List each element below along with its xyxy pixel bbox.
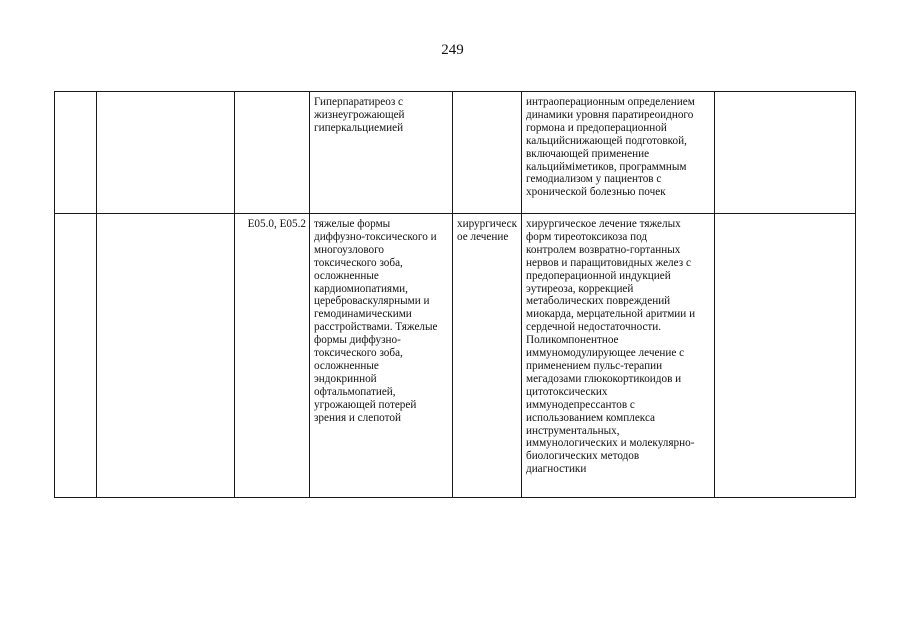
group-cell — [97, 92, 235, 214]
row-number-cell — [55, 92, 97, 214]
page-number: 249 — [441, 42, 464, 58]
patient-model-cell — [310, 92, 453, 214]
icd-code: E05.0, E05.2 — [247, 218, 306, 230]
treatment-type-text: хирургическ ое лечение — [457, 218, 518, 243]
treatment-method-cell — [522, 92, 715, 214]
treatment-method-text: интраоперационным определением динамики уровня паратиреоидного гормона и предоперационной кальцийснижающей подготовкой, включающей применение кальцийміметиков, программным гемодиализом у пациентов с хронической болезнью почек — [526, 96, 695, 199]
treatment-type-cell — [453, 92, 522, 214]
icd-code-cell — [235, 214, 310, 498]
group-cell — [97, 214, 235, 498]
extra-cell — [715, 92, 856, 214]
row-number-cell — [55, 214, 97, 498]
patient-model-text: Гиперпаратиреоз с жизнеугрожающей гиперкальциемией — [314, 96, 405, 134]
treatment-type-cell — [453, 214, 522, 498]
table-row — [55, 214, 856, 498]
treatment-method-cell — [522, 214, 715, 498]
icd-code-cell — [235, 92, 310, 214]
table-row — [55, 92, 856, 214]
patient-model-text: тяжелые формы диффузно-токсического и многоузлового токсического зоба, осложненные кардиомиопатиями, цереброваскулярными и гемодинамическими расстройствами. Тяжелые формы диффузно- токсического зоба, осложненные эндокринной офтальмопатией, угрожающей потерей зрения и слепотой — [314, 218, 438, 424]
medical-care-table — [54, 91, 856, 498]
extra-cell — [715, 214, 856, 498]
patient-model-cell — [310, 214, 453, 498]
treatment-method-text: хирургическое лечение тяжелых форм тиреотоксикоза под контролем возвратно-гортанных нервов и паращитовидных желез с предоперационной индукцией эутиреоза, коррекцией метаболических повреждений миокарда, мерцательной аритмии и сердечной недостаточности. Поликомпонентное иммуномодулирующее лечение с применением пульс-терапии мегадозами глюкокортикоидов и цитотоксических иммунодепрессантов с использованием комплекса инструментальных, иммунологических и молекулярно- биологических методов диагностики — [526, 218, 696, 476]
